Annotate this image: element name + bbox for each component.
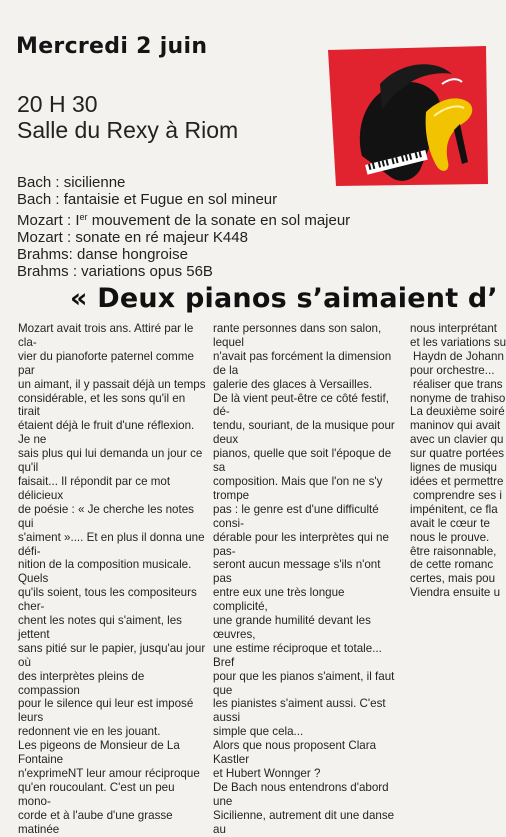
text-line: des interprètes pleins de compassion: [18, 669, 145, 697]
text-line: Haydn de Johann: [413, 349, 504, 363]
program-item-part: mouvement de la sonate en sol majeur: [87, 211, 351, 229]
text-line: n'exprimeNT leur amour réciproque: [18, 767, 200, 780]
text-line: pour que les pianos s'aiment, il faut que: [213, 669, 395, 697]
text-line: une grande humilité devant les œuvres,: [213, 614, 371, 641]
event-venue: Salle du Rexy à Riom: [17, 117, 239, 143]
text-line: Les pigeons de Monsieur de La Fontaine: [18, 739, 180, 767]
text-line: composition. Mais que l'on ne s'y trompe: [213, 474, 383, 502]
article-column-3: [410, 322, 506, 600]
text-line: vier du pianoforte paternel comme par: [18, 349, 194, 377]
text-line: simple que cela...: [213, 725, 304, 739]
text-line: pianos, quelle que soit l'époque de sa: [213, 447, 392, 475]
event-date: Mercredi 2 juin: [16, 34, 208, 59]
text-line: nition de la composition musicale. Quels: [18, 558, 192, 586]
text-line: Sicilienne, autrement dit une danse au: [213, 808, 395, 836]
text-line: certes, mais pou: [410, 572, 496, 586]
text-line: chent les notes qui s'aiment, les jettent: [18, 614, 182, 641]
event-time: 20 H 30: [17, 91, 98, 117]
text-line: et les variations su: [410, 335, 506, 349]
text-line: seront aucun message s'ils n'ont pas: [213, 558, 381, 586]
text-line: pour le silence qui leur est imposé leurs: [18, 697, 194, 725]
text-line: nous le prouve.: [410, 530, 490, 544]
text-line: nonyme de trahiso: [410, 391, 506, 405]
text-line: s'aiment ».... Et en plus il donna une défi-: [18, 530, 205, 558]
program-item: Bach : sicilienne: [17, 174, 126, 191]
article-headline: « Deux pianos s’aimaient d’: [70, 283, 498, 314]
program-item-part: Mozart : I: [17, 211, 80, 229]
text-line: sans pitié sur le papier, jusqu'au jour où: [18, 641, 206, 669]
text-line: n'avait pas forcément la dimension de la: [213, 349, 392, 377]
program-item-superscript: er: [79, 211, 88, 222]
text-line: pour orchestre...: [410, 363, 495, 377]
text-line: De là vient peut-être ce côté festif, dé-: [213, 391, 389, 419]
text-line: impénitent, ce fla: [410, 502, 498, 516]
concert-program: [17, 174, 350, 281]
program-item: Mozart : sonate en ré majeur K448: [17, 228, 248, 246]
text-line: considérable, et les sons qu'il en tirait: [18, 391, 186, 419]
text-line: être raisonnable,: [410, 544, 497, 558]
article-column-1: [18, 322, 206, 837]
text-line: idées et permettre: [410, 474, 504, 488]
text-line: sur quatre portées: [410, 447, 505, 461]
text-line: sais plus qui lui demanda un jour ce qu'il: [18, 447, 203, 475]
text-line: avait le cœur te: [410, 516, 490, 530]
text-line: La deuxième soiré: [410, 405, 505, 419]
text-line: corde et à l'aube d'une grasse matinée: [18, 808, 173, 836]
text-line: rante personnes dans son salon, lequel: [213, 322, 382, 349]
text-line: de cette romanc: [410, 558, 494, 572]
text-line: nous interprétant: [410, 322, 498, 335]
text-line: De Bach nous entendrons d'abord une: [213, 780, 389, 808]
text-line: faisait... Il répondit par ce mot délicieux: [18, 474, 171, 502]
text-line: Viendra ensuite u: [410, 586, 501, 600]
text-line: Mozart avait trois ans. Attiré par le cla-: [18, 322, 194, 349]
text-line: tendu, souriant, de la musique pour deux: [213, 419, 395, 447]
text-line: réaliser que trans: [413, 377, 503, 391]
text-line: de poésie : « Je cherche les notes qui: [18, 502, 194, 530]
text-line: qu'en roucoulant. C'est un peu mono-: [18, 780, 175, 808]
program-item: Bach : fantaisie et Fugue en sol mineur: [17, 191, 278, 209]
program-item: Brahms : variations opus 56B: [17, 263, 213, 281]
text-line: étaient déjà le fruit d'une réflexion. Je ne: [18, 419, 195, 447]
text-line: maninov qui avait: [410, 419, 501, 433]
article-column-2: [213, 322, 400, 837]
text-line: dérable pour les interprètes qui ne pas-: [213, 530, 389, 558]
text-line: Alors que nous proposent Clara Kastler: [213, 739, 377, 767]
program-item: Brahms: danse hongroise: [17, 246, 188, 264]
text-line: qu'ils soient, tous les compositeurs cher-: [18, 586, 197, 614]
text-line: lignes de musiqu: [410, 461, 498, 475]
text-line: pas : le genre est d'une difficulté consi-: [213, 502, 379, 530]
program-item: [17, 209, 350, 229]
text-line: une estime réciproque et totale... Bref: [213, 641, 382, 669]
piano-illustration: [322, 44, 491, 188]
text-line: entre eux une très longue complicité,: [213, 586, 345, 614]
text-line: avec un clavier qu: [410, 433, 504, 447]
text-line: redonnent vie en les jouant.: [18, 725, 161, 739]
text-line: les pianistes s'aiment aussi. C'est aussi: [213, 697, 386, 725]
text-line: et Hubert Wonnger ?: [213, 767, 321, 780]
text-line: comprendre ses i: [413, 488, 502, 502]
text-line: un aimant, il y passait déjà un temps: [18, 377, 206, 391]
text-line: galerie des glaces à Versailles.: [213, 377, 373, 391]
